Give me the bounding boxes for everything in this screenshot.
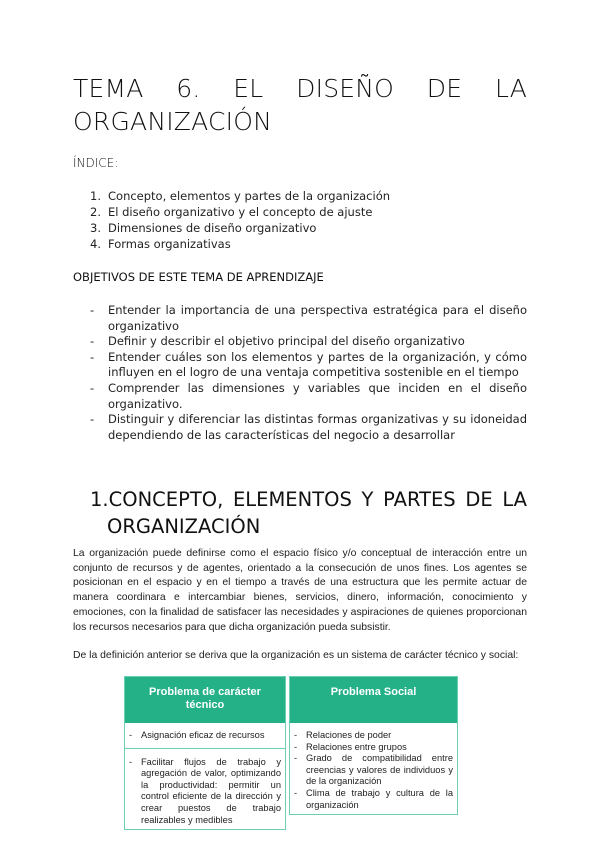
objective-item: - Distinguir y diferenciar las distintas formas organizativas y su idoneidad dependiendo de las características del negocio a desarrollar	[90, 412, 527, 442]
index-item: 1. Concepto, elementos y partes de la organización	[90, 189, 391, 203]
objective-item: - Entender la importancia de una perspectiva estratégica para el diseño organizativo	[90, 303, 527, 333]
objective-item: - Entender cuáles son los elementos y partes de la organización, y cómo influyen en el logro de una ventaja competitiva sostenible en el tiempo	[90, 349, 527, 380]
index-label: ÍNDICE:	[73, 156, 119, 170]
definition-paragraph: La organización puede definirse como el espacio físico y/o conceptual de interacción entre un conjunto de recursos y de agentes, orientado a la consecución de unos fines. Los agentes se posicionan en el espacio y en el tiempo a través de una estructura que les permite actuar de manera coordinara e intercambiar bienes, servicios, dinero, información, conocimiento y emociones, con la finalidad de satisfacer las necesidades y aspiraciones de quienes proporcionan los recursos necesarios para que dicha organización pueda subsistir.	[73, 548, 527, 633]
objective-item: - Definir y describir el objetivo principal del diseño organizativo	[90, 334, 465, 349]
social-item: - Relaciones de poder	[294, 730, 392, 740]
title-line-2: ORGANIZACIÓN	[73, 107, 272, 136]
technical-item: - Facilitar flujos de trabajo y agregación de valor, optimizando la productividad: permitir un control eficiente de la dirección y crear puestos de trabajo realizables y medibles	[125, 748, 285, 830]
index-item: 3. Dimensiones de diseño organizativo	[90, 221, 317, 235]
social-item: - Grado de compatibilidad entre creencias y valores de individuos y de la organización	[294, 753, 453, 787]
social-box-title: Problema Social	[290, 677, 457, 723]
system-paragraph: De la definición anterior se deriva que la organización es un sistema de carácter técnico y social:	[73, 650, 519, 661]
social-item: - Relaciones entre grupos	[294, 741, 407, 752]
section-heading: 1.CONCEPTO, ELEMENTOS Y PARTES DE LA ORGANIZACIÓN	[90, 488, 527, 538]
page-title	[73, 72, 527, 138]
technical-box-title: Problema de carácter técnico	[125, 677, 285, 723]
title-line-1: TEMA 6. EL DISEÑO DE LA	[73, 74, 527, 103]
social-problem-box	[289, 676, 458, 815]
index-list	[90, 188, 390, 252]
social-item: - Clima de trabajo y cultura de la organización	[294, 787, 453, 810]
technical-item: - Asignación eficaz de recursos	[129, 730, 265, 740]
objectives-list	[90, 303, 527, 443]
technical-problem-box	[124, 676, 286, 830]
index-item: 2. El diseño organizativo y el concepto de ajuste	[90, 205, 373, 219]
objectives-label: OBJETIVOS DE ESTE TEMA DE APRENDIZAJE	[73, 270, 324, 284]
index-item: 4. Formas organizativas	[90, 237, 231, 251]
objective-item: - Comprender las dimensiones y variables que inciden en el diseño organizativo.	[90, 380, 527, 411]
